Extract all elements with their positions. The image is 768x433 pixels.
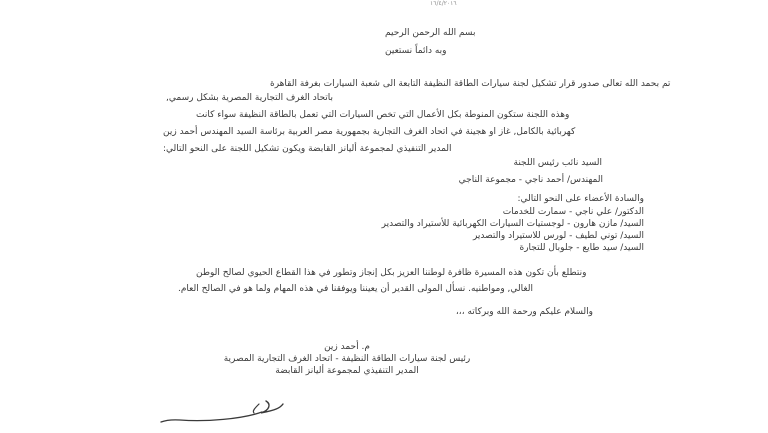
paragraph1-line1: تم بحمد الله تعالى صدور قرار تشكيل لجنة سيارات الطاقة النظيفة التابعة الى شعبة السيارات بغرفة القاهرة (270, 79, 671, 89)
scan-header-date: ١٦/٤/٢٠١٦ (430, 0, 457, 7)
member-item-1: الدكتور/ علي ناجي - سمارت للخدمات (502, 207, 644, 217)
paragraph2-line1: وهذه اللجنة ستكون المنوطة بكل الأعمال التي تخص السيارات التي تعمل بالطاقة النظيفة سواء كانت (196, 110, 570, 120)
signatory-name: م. أحمد زين (324, 342, 370, 352)
handwritten-signature-icon (158, 398, 285, 425)
signatory-title-1: رئيس لجنة سيارات الطاقة النظيفة - اتحاد الغرف التجارية المصرية (223, 354, 471, 364)
closing-line2: الغالي, ومواطنيه. نسأل المولى القدير أن يعيننا ويوفقنا في هذه المهام ولما هو في الصالح العام. (178, 284, 533, 294)
signatory-title-2: المدير التنفيذي لمجموعة أليانز القابضة (275, 366, 419, 376)
vice-president-name: المهندس/ أحمد ناجي - مجموعة الناجي (458, 175, 603, 185)
salam-line: والسلام عليكم ورحمة الله وبركاته ،،، (455, 307, 593, 317)
closing-line1: ونتطلع بأن تكون هذه المسيرة ظافرة لوطننا العزيز بكل إنجاز وتطور في هذا القطاع الحيوي لصالح الوطن (196, 268, 587, 278)
member-item-3: السيد/ توني لطيف - لورس للاستيراد والتصدير (472, 231, 644, 241)
paragraph1-line2: باتحاد الغرف التجارية المصرية بشكل رسمي, (166, 93, 334, 103)
paragraph2-line2: كهربائية بالكامل, غاز او هجينة في اتحاد الغرف التجارية بجمهورية مصر العربية برئاسة السيد المهندس أحمد زين (163, 127, 576, 137)
members-heading: والسادة الأعضاء على النحو التالي: (517, 194, 644, 204)
member-item-4: السيد/ سيد طايع - جلوبال للتجارة (519, 243, 644, 253)
paragraph2-line3: المدير التنفيذي لمجموعة أليانز القابضة ويكون تشكيل اللجنة على النحو التالي: (163, 144, 452, 154)
vice-president-title: السيد نائب رئيس اللجنة (513, 158, 602, 168)
basmala-line: بسم الله الرحمن الرحيم (385, 28, 476, 38)
member-item-2: السيد/ مازن هارون - لوجستيات السيارات الكهربائية للأستيراد والتصدير (381, 219, 644, 229)
istiana-line: وبه دائماً نستعين (385, 46, 447, 56)
